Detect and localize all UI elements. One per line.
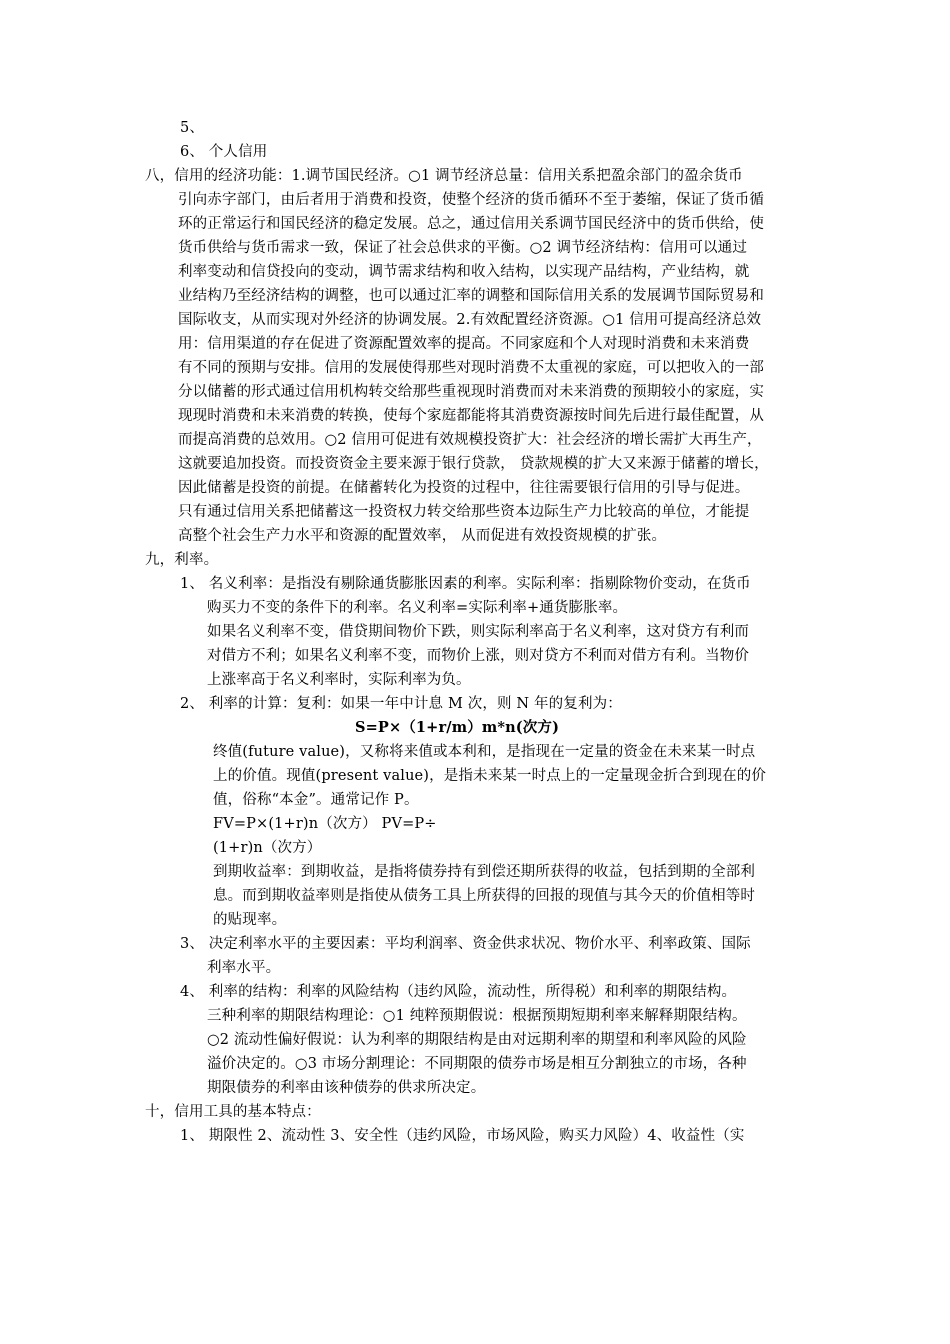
section-8-heading-line: 八，信用的经济功能：1.调节国民经济。○1 调节经济总量：信用关系把盈余部门的盈余货币 <box>145 168 743 184</box>
list-item-2: 2、 利率的计算：复利：如果一年中计息 M 次，则 N 年的复利为： <box>180 696 622 712</box>
paragraph-line: 上的价值。现值(present value)，是指未来某一时点上的一定量现金折合到现在的价 <box>213 768 767 784</box>
pv-formula-continued: (1+r)n（次方） <box>213 840 322 856</box>
list-item-3: 3、 决定利率水平的主要因素：平均利润率、资金供求状况、物价水平、利率政策、国际 <box>180 936 751 952</box>
list-item-6: 6、 个人信用 <box>180 144 268 160</box>
paragraph-line: 上涨率高于名义利率时，实际利率为负。 <box>207 672 471 688</box>
paragraph-line: 用：信用渠道的存在促进了资源配置效率的提高。不同家庭和个人对现时消费和未来消费 <box>178 336 750 352</box>
paragraph-line: 因此储蓄是投资的前提。在储蓄转化为投资的过程中，往往需要银行信用的引导与促进。 <box>178 480 750 496</box>
paragraph-line: 到期收益率：到期收益，是指将债券持有到偿还期所获得的收益，包括到期的全部利 <box>213 864 756 880</box>
paragraph-line: 引向赤字部门，由后者用于消费和投资，使整个经济的货币循环不至于萎缩，保证了货币循 <box>178 192 764 208</box>
paragraph-line: 高整个社会生产力水平和资源的配置效率， 从而促进有效投资规模的扩张。 <box>178 528 667 544</box>
paragraph-line: 的贴现率。 <box>213 912 287 928</box>
section-9-heading: 九，利率。 <box>145 552 219 568</box>
paragraph-line: 终值(future value)，又称将来值或本利和，是指现在一定量的资金在未来某一时点 <box>213 744 756 760</box>
paragraph-line: ○2 流动性偏好假说：认为利率的期限结构是由对远期利率的期望和利率风险的风险 <box>207 1032 747 1048</box>
paragraph-line: 三种利率的期限结构理论：○1 纯粹预期假说：根据预期短期利率来解释期限结构。 <box>207 1008 747 1024</box>
fv-formula: FV=P×(1+r)n（次方） PV=P÷ <box>213 816 437 832</box>
paragraph-line: 货币供给与货币需求一致，保证了社会总供求的平衡。○2 调节经济结构：信用可以通过 <box>178 240 747 256</box>
list-item-1-features: 1、 期限性 2、流动性 3、安全性（违约风险，市场风险，购买力风险）4、收益性（实 <box>180 1128 745 1144</box>
list-item-4: 4、 利率的结构：利率的风险结构（违约风险，流动性，所得税）和利率的期限结构。 <box>180 984 737 1000</box>
section-10-heading: 十，信用工具的基本特点： <box>145 1104 321 1120</box>
paragraph-line: 息。而到期收益率则是指使从债务工具上所获得的回报的现值与其今天的价值相等时 <box>213 888 756 904</box>
paragraph-line: 利率变动和信贷投向的变动，调节需求结构和收入结构，以实现产品结构，产业结构，就 <box>178 264 750 280</box>
paragraph-line: 购买力不变的条件下的利率。名义利率=实际利率+通货膨胀率。 <box>207 600 628 616</box>
list-item-1: 1、 名义利率：是指没有剔除通货膨胀因素的利率。实际利率：指剔除物价变动，在货币 <box>180 576 751 592</box>
paragraph-line: 这就要追加投资。而投资资金主要来源于银行贷款， 贷款规模的扩大又来源于储蓄的增长， <box>178 456 769 472</box>
paragraph-line: 国际收支，从而实现对外经济的协调发展。2.有效配置经济资源。○1 信用可提高经济总效 <box>178 312 762 328</box>
paragraph-line: 环的正常运行和国民经济的稳定发展。总之，通过信用关系调节国民经济中的货币供给，使 <box>178 216 764 232</box>
paragraph-line: 分以储蓄的形式通过信用机构转交给那些重视现时消费而对未来消费的预期较小的家庭，实 <box>178 384 764 400</box>
paragraph-line: 溢价决定的。○3 市场分割理论：不同期限的债券市场是相互分割独立的市场，各种 <box>207 1056 747 1072</box>
compound-interest-formula: S=P×（1+r/m）m*n(次方) <box>355 719 560 736</box>
paragraph-line: 对借方不利；如果名义利率不变，而物价上涨，则对贷方不利而对借方有利。当物价 <box>207 648 750 664</box>
paragraph-line: 利率水平。 <box>207 960 281 976</box>
paragraph-line: 值，俗称“本金”。通常记作 P。 <box>213 792 419 808</box>
paragraph-line: 如果名义利率不变，借贷期间物价下跌，则实际利率高于名义利率，这对贷方有利而 <box>207 624 750 640</box>
paragraph-line: 而提高消费的总效用。○2 信用可促进有效规模投资扩大：社会经济的增长需扩大再生产， <box>178 432 762 448</box>
list-item-5: 5、 <box>180 120 205 136</box>
paragraph-line: 期限债券的利率由该种债券的供求所决定。 <box>207 1080 486 1096</box>
paragraph-line: 只有通过信用关系把储蓄这一投资权力转交给那些资本边际生产力比较高的单位，才能提 <box>178 504 750 520</box>
paragraph-line: 现现时消费和未来消费的转换，使每个家庭都能将其消费资源按时间先后进行最佳配置，从 <box>178 408 764 424</box>
paragraph-line: 业结构乃至经济结构的调整，也可以通过汇率的调整和国际信用关系的发展调节国际贸易和 <box>178 288 764 304</box>
paragraph-line: 有不同的预期与安排。信用的发展使得那些对现时消费不太重视的家庭，可以把收入的一部 <box>178 360 764 376</box>
